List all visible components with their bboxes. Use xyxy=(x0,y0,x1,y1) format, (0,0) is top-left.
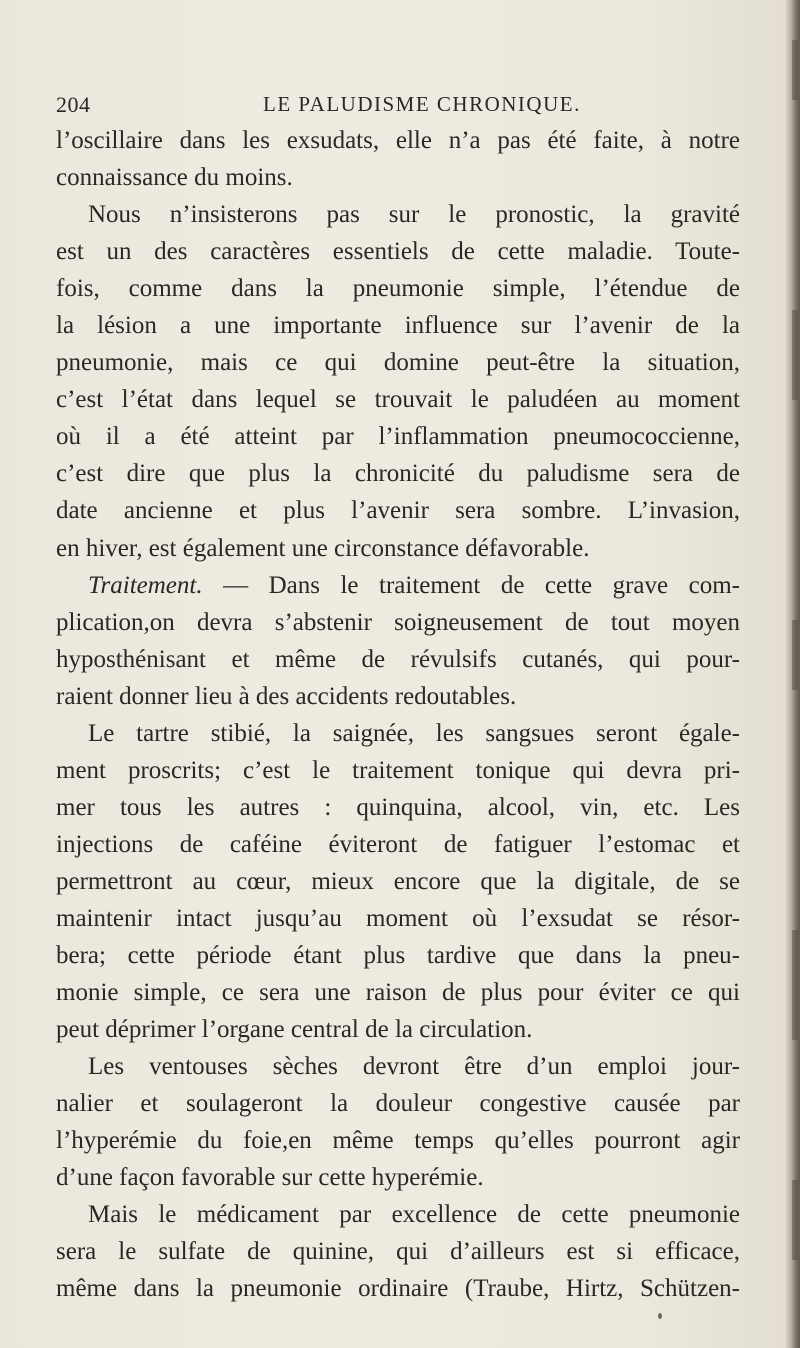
text-line: même dans la pneumonie ordinaire (Traube, Hirtz, Schützen- xyxy=(56,1275,740,1303)
page-number: 204 xyxy=(56,92,91,117)
text-line: raient donner lieu à des accidents redoutables. xyxy=(56,682,517,710)
text-line: connaissance du moins. xyxy=(56,164,293,192)
text-line: peut déprimer l’organe central de la circulation. xyxy=(56,1016,533,1044)
text-line: l’hyperémie du foie,en même temps qu’elles pourront agir xyxy=(56,1127,740,1155)
text-line: Les ventouses sèches devront être d’un emploi jour- xyxy=(88,1053,740,1081)
body-text xyxy=(56,122,740,1308)
page-header xyxy=(56,92,740,122)
page-edge-shadow xyxy=(786,0,800,1348)
text-line: sera le sulfate de quinine, qui d’ailleurs est si efficace, xyxy=(56,1238,740,1266)
edge-fleck xyxy=(792,40,798,100)
paper-speck xyxy=(658,1313,662,1319)
text-line: est un des caractères essentiels de cette maladie. Toute- xyxy=(56,238,740,266)
text-line: fois, comme dans la pneumonie simple, l’étendue de xyxy=(56,275,740,303)
text-line: permettront au cœur, mieux encore que la digitale, de se xyxy=(56,867,740,895)
text-line: c’est l’état dans lequel se trouvait le paludéen au moment xyxy=(56,386,740,414)
text-line: Traitement. — Dans le traitement de cette grave com- xyxy=(88,571,740,599)
text-line: ment proscrits; c’est le traitement tonique qui devra pri- xyxy=(56,756,740,784)
text-line: plication,on devra s’abstenir soigneusement de tout moyen xyxy=(56,608,740,636)
text-line: date ancienne et plus l’avenir sera sombre. L’invasion, xyxy=(56,497,740,525)
text-line: hyposthénisant et même de révulsifs cutanés, qui pour- xyxy=(56,645,740,673)
text-line: maintenir intact jusqu’au moment où l’exsudat se résor- xyxy=(56,904,740,932)
text-line: la lésion a une importante influence sur l’avenir de la xyxy=(56,312,740,340)
text-line: Le tartre stibié, la saignée, les sangsues seront égale- xyxy=(88,719,740,747)
text-line: Mais le médicament par excellence de cette pneumonie xyxy=(88,1201,740,1229)
text-line: monie simple, ce sera une raison de plus pour éviter ce qui xyxy=(56,979,740,1007)
text-line: c’est dire que plus la chronicité du paludisme sera de xyxy=(56,460,740,488)
running-title: LE PALUDISME CHRONIQUE. xyxy=(263,92,581,116)
text-line: nalier et soulageront la douleur congestive causée par xyxy=(56,1090,740,1118)
text-line: où il a été atteint par l’inflammation pneumococcienne, xyxy=(56,423,740,451)
edge-fleck xyxy=(792,930,798,1040)
edge-fleck xyxy=(792,620,798,690)
text-line: en hiver, est également une circonstance défavorable. xyxy=(56,534,590,562)
text-line: l’oscillaire dans les exsudats, elle n’a pas été faite, à notre xyxy=(56,127,740,154)
edge-fleck xyxy=(792,310,798,400)
section-lead-italic: Traitement. xyxy=(88,571,203,599)
text-line: bera; cette période étant plus tardive que dans la pneu- xyxy=(56,942,740,970)
text-line: mer tous les autres : quinquina, alcool, vin, etc. Les xyxy=(56,793,740,821)
edge-fleck xyxy=(792,1180,798,1260)
text-line: Nous n’insisterons pas sur le pronostic, la gravité xyxy=(88,201,740,229)
text-line: d’une façon favorable sur cette hyperémie. xyxy=(56,1164,484,1192)
text-line: pneumonie, mais ce qui domine peut-être la situation, xyxy=(56,349,740,377)
text-line: injections de caféine éviteront de fatiguer l’estomac et xyxy=(56,830,740,858)
